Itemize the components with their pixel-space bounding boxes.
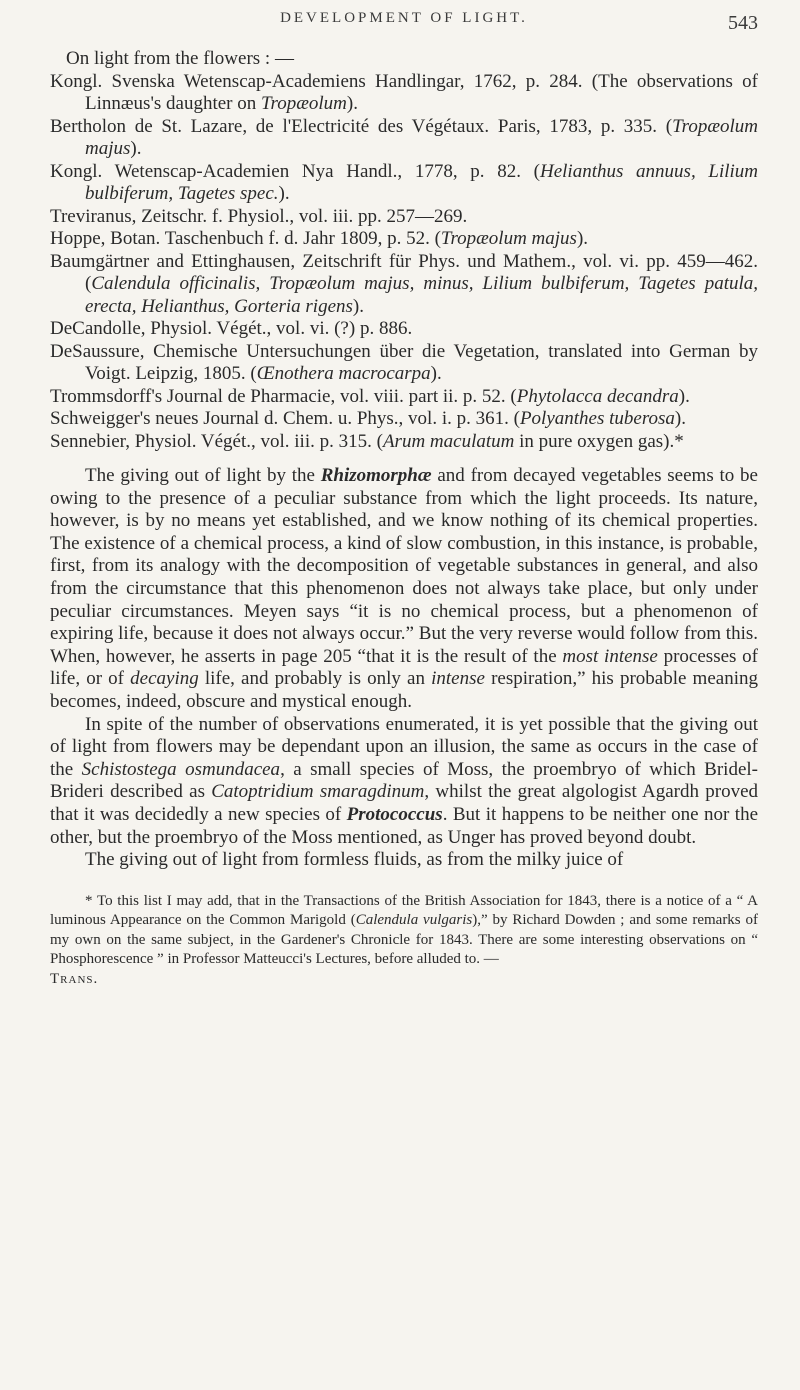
- reference-item: Baumgärtner and Ettinghausen, Zeitschrift für Phys. und Mathem., vol. vi. pp. 459—462. (Calendula officinalis, Tropæolum majus, minus, Lilium bulbiferum, Tagetes patula, erecta, Helianthus, Gorteria rigens).: [50, 250, 758, 317]
- reference-item: Kongl. Wetenscap-Academien Nya Handl., 1778, p. 82. (Helianthus annuus, Lilium bulbiferum, Tagetes spec.).: [50, 160, 758, 204]
- reference-item: Trommsdorff's Journal de Pharmacie, vol. viii. part ii. p. 52. (Phytolacca decandra).: [50, 385, 690, 407]
- page-number: 543: [728, 12, 758, 34]
- running-title: DEVELOPMENT OF LIGHT.: [280, 10, 528, 26]
- running-head: [50, 0, 758, 40]
- paragraph-illusion: In spite of the number of observations enumerated, it is yet possible that the giving out of light from flowers may be dependant upon an illusion, the same as occurs in the case of the Schistostega osmundacea, a small species of Moss, the proembryo of which Bridel-Brideri described as Catoptridium smaragdinum, whilst the great algologist Agardh proved that it was decidedly a new species of Protococcus. But it happens to be neither one nor the other, but the proembryo of the Moss mentioned, as Unger has proved beyond doubt.: [50, 713, 758, 848]
- reference-item: Bertholon de St. Lazare, de l'Electricité des Végétaux. Paris, 1783, p. 335. (Tropæolum majus).: [50, 115, 758, 159]
- reference-item: DeSaussure, Chemische Untersuchungen über die Vegetation, translated into German by Voigt. Leipzig, 1805. (Œnothera macrocarpa).: [50, 340, 758, 384]
- reference-item: Hoppe, Botan. Taschenbuch f. d. Jahr 1809, p. 52. (Tropæolum majus).: [50, 228, 589, 249]
- reference-item: Schweigger's neues Journal d. Chem. u. Phys., vol. i. p. 361. (Polyanthes tuberosa).: [50, 408, 686, 429]
- reference-item: DeCandolle, Physiol. Végét., vol. vi. (?) p. 886.: [50, 318, 413, 339]
- reference-item: Sennebier, Physiol. Végét., vol. iii. p. 315. (Arum maculatum in pure oxygen gas).*: [50, 430, 684, 452]
- paragraph-rhizomorphae: The giving out of light by the Rhizomorphæ and from decayed vegetables seems to be owing to the presence of a peculiar substance from which the light proceeds. Its nature, however, is by no means yet established, and we know nothing of its chemical properties. The existence of a chemical process, a kind of slow combustion, in this instance, is probable, first, from its analogy with the decomposition of vegetable substances in general, and also from the circumstance that this phenomenon does not always take place, but only under peculiar circumstances. Meyen says “it is no chemical process, but a phenomenon of expiring life, because it does not always occur.” But the very reverse would follow from this. When, however, he asserts in page 205 “that it is the result of the most intense processes of life, or of decaying life, and probably is only an intense respiration,” his probable meaning becomes, indeed, obscure and mystical enough.: [50, 465, 758, 712]
- reference-item: Treviranus, Zeitschr. f. Physiol., vol. iii. pp. 257—269.: [50, 205, 468, 227]
- reference-item: Kongl. Svenska Wetenscap-Academiens Handlingar, 1762, p. 284. (The observations of Linnæus's daughter on Tropæolum).: [50, 70, 758, 114]
- footnote: * To this list I may add, that in the Transactions of the British Association for 1843, there is a notice of a “ A luminous Appearance on the Common Marigold (Calendula vulgaris),” by Richard Dowden ; and some remarks of my own on the same subject, in the Gardener's Chronicle for 1843. There are some interesting observations on “ Phosphorescence ” in Professor Matteucci's Lectures, before alluded to. — Trans.: [50, 892, 758, 987]
- paragraph-formless-fluids: The giving out of light from formless fluids, as from the milky juice of: [85, 849, 624, 871]
- translator-mark: Trans.: [50, 970, 99, 987]
- reference-list: [50, 71, 758, 454]
- intro-line: On light from the flowers : —: [66, 48, 294, 69]
